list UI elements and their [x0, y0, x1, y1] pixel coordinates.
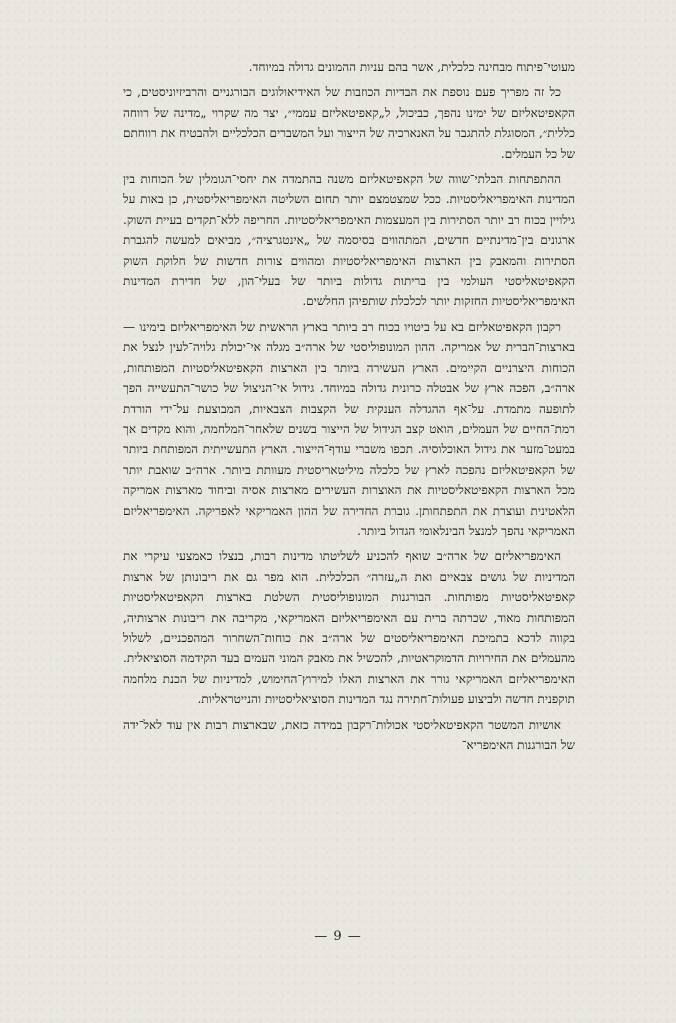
paragraph: אושיות המשטר הקאפיטאליסטי אכולות־רקבון במידה כזאת, שבארצות רבות אין עוד לאל־ידה של הבורגנות האימפריא־	[123, 717, 575, 752]
paragraph: האימפריאליזם של ארה״ב שואף להכניע לשליטתו מדינות רבות, בנצלו כאמצעי עיקרי את המדיניות של גושים צבאיים ואת ה„עזרה״ הכלכלית. הוא מפר גם את ריבונותן של ארצות קאפיטאליסטיות מפותחות. הבורגנות המונופוליסטית השלטת בארצות הקאפיטאליסטיות המפותחות מאוד, שכרתה ברית עם האימפריאליזם האמריקאי, מקריבה את ריבונות ארצותיה, בקווה לדכא בתמיכת האימפריאליסטים של ארה״ב את כוחות־השחרור המהפכניים, לשלול מהעמלים את החירויות הדמוקראטיות, להכשיל את מאבק המוני העמים בעד הקידמה הסוציאלית. האימפריאליזם האמריקאי גורר את הארצות האלו למירוץ־החימוש, למדיניות של הכנת מלחמה תוקפנית חדשה ולביצוע פעולות־חתירה נגד המדינות הסוציאליסטיות והנייטראליות.	[123, 549, 575, 707]
page-text	[123, 57, 575, 755]
page-number: — 9 —	[314, 929, 362, 944]
paragraph: רקבון הקאפיטאליזם בא על ביטויו בכוח רב ביותר בארץ הראשית של האימפריאליזם בימינו — בארצות־הברית של אמריקה. ההון המונופוליסטי של ארה״ב מגלה אי־יכולת גלויה־לעין לנצל את הכוחות היצרניים הקיימים. הארץ העשירה ביותר בין הארצות הקאפיטאליסטיות המפותחות, ארה״ב, הפכה ארץ של אבטלה כרונית גדולה במיוחד. גידול אי־הניצול של כושר־התעשייה הפך לתופעה מתמדת. על־אף ההגדלה הענקית של הקצבות הצבאיות, המבוצעת על־ידי הורדת רמת־החיים של העמלים, הואט קצב הגידול של הייצור בשנים שלאחר־המלחמה, והוא מקדים אך במעט־מזער את גידול האוכלוסיה. תכפו משברי עודף־הייצור. הארץ התעשייתית המפותחת ביותר של הקאפיטאליזם נהפכה לארץ של כלכלה מיליטאריסטית מעוותת ביותר. ארה״ב שואבת יותר מכל הארצות הקאפיטאליסטיות את האוצרות העשירים מארצות אסיה וביחוד מארצות אמריקה הלאטינית ועוצרת את התפתחותן. גוברת החדירה של ההון האמריקאי לאפריקה. האימפריאליזם האמריקאי נהפך למנצל הבינלאומי הגדול ביותר.	[123, 319, 575, 538]
paragraph: כל זה מפריך פעם נוספת את הבדיות הכוזבות של האידיאולוגים הבורגניים והרביזיוניסטים, כי הקאפיטאליזם של ימינו נהפך, כביכול, ל„קאפיטאליזם עממי״, יצר מה שקרוי „מדינה של רווחה כללית״, המסוגלת להתגבר על האנארכיה של הייצור ועל המשברים הכלכליים ולהבטיח את רווחתם של כל העמלים.	[123, 85, 575, 161]
paragraph: ההתפתחות הבלתי־שווה של הקאפיטאליזם משנה בהתמדה את יחסי־הגומלין של הכוחות בין המדינות האימפריאליסטיות. ככל שמצטמצם יותר תחום השליטה האימפריאליסטית, כן באות על גילויין בכוח רב יותר הסתירות בין המעצמות האימפריאליסטיות. החריפה ללא־תקדים בעיית השוק. ארגונים בין־מדינתיים חדשים, המתהווים בסיסמה של „אינטגרציה״, מביאים למעשה להגברת הסתירות והמאבק בין הארצות האימפריאליסטיות ומהווים צורות חדשות של חלוקת השוק הקאפיטאליסטי העולמי בין בריתות גדולות ביותר של בעלי־הון, של חדירת המדינות האימפריאליסטיות החזקות יותר לכלכלת שותפיהן החלשים.	[123, 172, 575, 309]
paragraph: מעוטי־פיתוח מבחינה כלכלית, אשר בהם עניות ההמונים גדולה במיוחד.	[248, 60, 575, 74]
